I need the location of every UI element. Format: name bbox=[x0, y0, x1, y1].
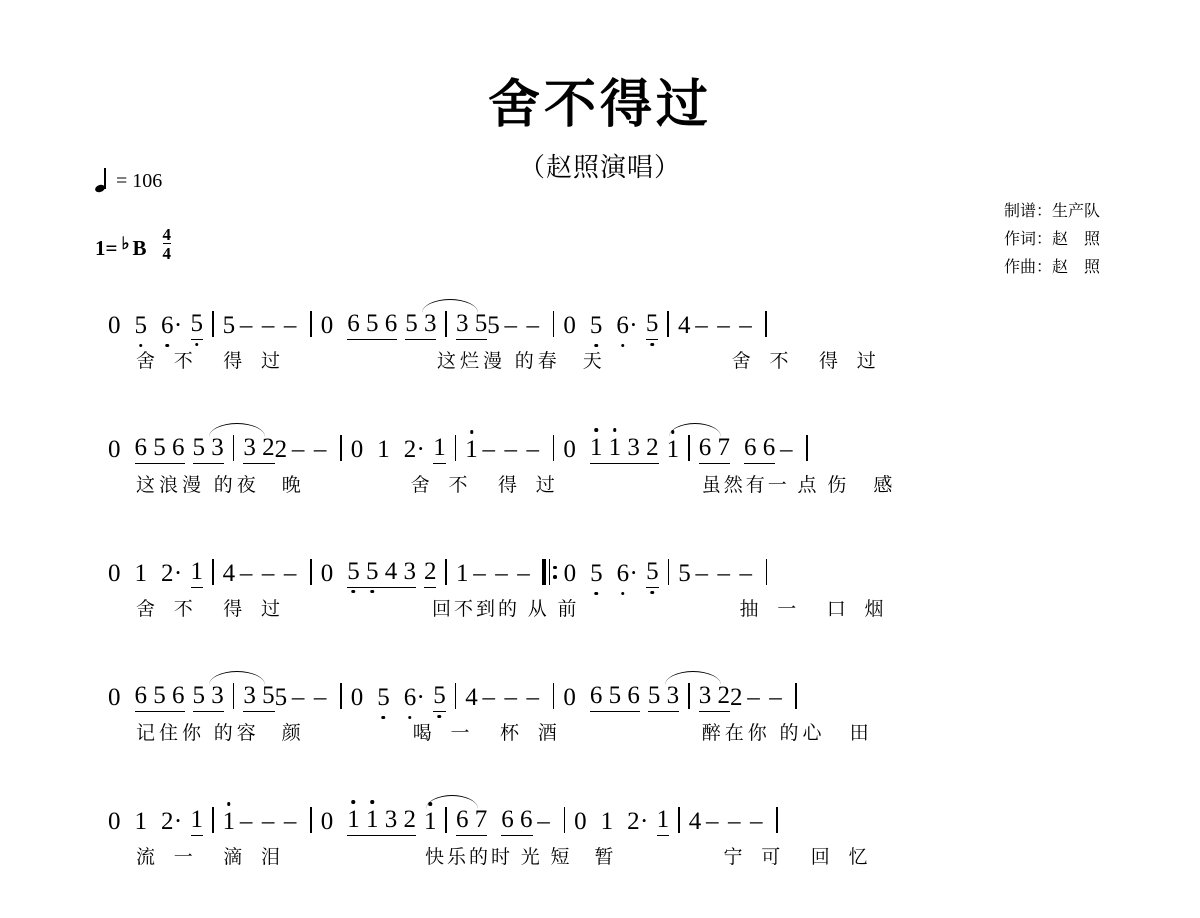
note-group: 6 6 bbox=[501, 806, 532, 836]
note: 0 bbox=[563, 560, 577, 587]
lyric: 天 bbox=[582, 351, 602, 372]
note: 6 bbox=[403, 684, 417, 711]
note: 2 bbox=[729, 684, 743, 711]
note-group: 6 5 6 bbox=[135, 682, 185, 712]
note: 5 bbox=[646, 310, 659, 340]
barline bbox=[678, 807, 680, 833]
lyric: 宁 可 回 忆 bbox=[723, 847, 875, 868]
barline bbox=[445, 559, 447, 585]
lyric: 流 一 滴 泪 bbox=[136, 847, 288, 868]
note-row-5: 0 1 2 · 1 1 – – – 0 1 1 3 2 1 6 7 6 6 – 0 1 2 · 1 4 – – – bbox=[108, 794, 1092, 836]
note-group: 5 3 bbox=[405, 310, 436, 340]
note: 4 bbox=[222, 560, 236, 587]
note: 1 bbox=[456, 560, 469, 587]
note: 6 bbox=[616, 312, 629, 339]
system-3 bbox=[0, 546, 1200, 670]
note: 1 bbox=[377, 436, 390, 463]
note: 5 bbox=[589, 312, 603, 339]
measure: 3 5 5 – – bbox=[243, 682, 331, 712]
barline bbox=[806, 435, 808, 461]
barline bbox=[688, 435, 690, 461]
barline bbox=[688, 683, 690, 709]
lyric: 回不到的 从 前 bbox=[432, 599, 580, 620]
repeat-start-barline bbox=[542, 559, 557, 585]
barline bbox=[795, 683, 797, 709]
note: 5 bbox=[134, 312, 147, 339]
time-signature-numerator: 4 bbox=[162, 225, 172, 244]
note: 5 bbox=[678, 560, 691, 587]
note: 5 bbox=[222, 312, 236, 339]
note-group: 6 5 6 bbox=[135, 434, 185, 464]
note: 0 bbox=[350, 684, 364, 711]
measure: 6 7 6 6 – bbox=[456, 806, 555, 836]
note: 5 bbox=[274, 684, 288, 711]
note: 6 bbox=[616, 560, 630, 587]
lyric: 舍 不 得 过 bbox=[410, 475, 562, 496]
barline bbox=[310, 311, 312, 337]
note: 0 bbox=[574, 808, 587, 835]
note: 0 bbox=[350, 436, 364, 463]
lyric: 抽 一 口 烟 bbox=[739, 599, 891, 620]
note-group: 6 6 bbox=[744, 434, 775, 464]
key-and-time-signature bbox=[95, 224, 172, 264]
lyric: 感 bbox=[873, 475, 893, 496]
barline bbox=[564, 807, 566, 833]
lyric-row-2 bbox=[108, 470, 1092, 502]
lyric: 这浪漫 的夜 bbox=[136, 475, 260, 496]
note: 0 bbox=[320, 808, 334, 835]
barline bbox=[553, 311, 555, 337]
credit-arranger: 制谱：生产队 bbox=[1003, 203, 1100, 220]
note: 1 bbox=[465, 436, 478, 463]
system-5 bbox=[0, 794, 1200, 918]
note: 0 bbox=[563, 436, 576, 463]
measure: 3 5 5 – – bbox=[456, 310, 544, 340]
note: 1 bbox=[191, 806, 204, 836]
note: 1 bbox=[134, 560, 147, 587]
note-group: 3 5 bbox=[243, 682, 274, 712]
note-group: 5 5 4 3 bbox=[347, 558, 416, 588]
note-group: 3 2 bbox=[699, 682, 730, 712]
key-label: 1= bbox=[95, 235, 118, 260]
note: 2 bbox=[424, 558, 437, 588]
lyric: 舍 不 得 过 bbox=[136, 599, 288, 620]
note: 5 bbox=[191, 310, 204, 340]
note: 5 bbox=[377, 684, 390, 711]
lyric-row-3 bbox=[108, 594, 1092, 626]
note: 0 bbox=[108, 684, 121, 711]
note-group: 3 2 bbox=[243, 434, 274, 464]
lyric: 醉在你 的心 bbox=[701, 723, 826, 744]
lyric: 舍 不 得 过 bbox=[136, 351, 288, 372]
note: 1 bbox=[433, 434, 446, 464]
note-group: 1 1 3 2 bbox=[590, 434, 659, 464]
lyric: 晚 bbox=[281, 475, 301, 496]
barline bbox=[445, 807, 447, 833]
score-systems bbox=[0, 298, 1200, 918]
note-group: 5 3 bbox=[193, 434, 224, 464]
barline bbox=[553, 683, 555, 709]
note: 2 bbox=[161, 808, 174, 835]
note-group: 1 1 3 2 bbox=[347, 806, 416, 836]
barline bbox=[212, 311, 214, 337]
note: 1 bbox=[657, 806, 670, 836]
note: 5 bbox=[646, 558, 659, 588]
barline bbox=[310, 559, 312, 585]
note-group: 6 7 bbox=[456, 806, 487, 836]
note: 0 bbox=[108, 312, 121, 339]
score-meta-left bbox=[95, 168, 172, 264]
lyric: 这烂漫 的春 bbox=[437, 351, 561, 372]
note-row-1: 0 5 6 · 5 5 – – – 0 6 5 6 5 3 3 5 5 – – 0 5 6 · 5 4 – – – bbox=[108, 298, 1092, 340]
note: 4 bbox=[688, 808, 702, 835]
note-group: 5 3 bbox=[648, 682, 679, 712]
system-2 bbox=[0, 422, 1200, 546]
note-group: 6 7 bbox=[699, 434, 730, 464]
note: 0 bbox=[563, 684, 576, 711]
note-row-2: 0 6 5 6 5 3 3 2 2 – – 0 1 2 · 1 1 – – – 0 1 1 3 2 1 6 7 6 6 – bbox=[108, 422, 1092, 464]
note-row-4: 0 6 5 6 5 3 3 5 5 – – 0 5 6 · 5 4 – – – 0 6 5 6 5 3 3 2 2 – – bbox=[108, 670, 1092, 712]
measure: 3 2 2 – – bbox=[699, 682, 787, 712]
page-subtitle: （赵照演唱） bbox=[518, 153, 681, 182]
note-row-3: 0 1 2 · 1 4 – – – 0 5 5 4 3 2 1 – – – 0 5 6 · 5 5 – – – bbox=[108, 546, 1092, 588]
note: 0 bbox=[108, 808, 121, 835]
note-group: 5 3 bbox=[193, 682, 224, 712]
system-1 bbox=[0, 298, 1200, 422]
lyric-row-1 bbox=[108, 346, 1092, 378]
barline bbox=[766, 559, 768, 585]
barline bbox=[233, 435, 235, 461]
note: 1 bbox=[134, 808, 147, 835]
credit-composer: 作曲：赵 照 bbox=[1003, 259, 1100, 276]
barline bbox=[776, 807, 778, 833]
note-group: 6 5 6 bbox=[590, 682, 640, 712]
note: 1 bbox=[600, 808, 614, 835]
note: 0 bbox=[320, 312, 334, 339]
barline bbox=[668, 559, 670, 585]
note: 5 bbox=[590, 560, 603, 587]
barline bbox=[310, 807, 312, 833]
lyric-row-4 bbox=[108, 718, 1092, 750]
credit-lyricist: 作词：赵 照 bbox=[1003, 231, 1100, 248]
page-title: 舍不得过 bbox=[487, 77, 712, 134]
barline bbox=[445, 311, 447, 337]
barline bbox=[212, 559, 214, 585]
barline bbox=[765, 311, 767, 337]
tempo-value: = 106 bbox=[116, 169, 163, 192]
note: 2 bbox=[403, 436, 417, 463]
note: 5 bbox=[487, 312, 500, 339]
barline bbox=[455, 435, 457, 461]
lyric: 舍 不 得 过 bbox=[731, 351, 883, 372]
lyric: 田 bbox=[849, 723, 869, 744]
barline bbox=[455, 683, 457, 709]
barline bbox=[553, 435, 555, 461]
note-group: 3 5 bbox=[456, 310, 487, 340]
barline bbox=[340, 683, 342, 709]
lyric: 喝 一 杯 酒 bbox=[412, 723, 564, 744]
note: 4 bbox=[465, 684, 478, 711]
key-letter: B bbox=[132, 235, 147, 260]
time-signature bbox=[163, 226, 172, 263]
lyric: 记住你 的容 bbox=[136, 723, 260, 744]
barline bbox=[212, 807, 214, 833]
lyric-row-5 bbox=[108, 842, 1092, 874]
lyric: 暂 bbox=[594, 847, 614, 868]
note: 0 bbox=[108, 560, 121, 587]
tempo-marking bbox=[95, 168, 171, 194]
note: 2 bbox=[627, 808, 640, 835]
barline bbox=[340, 435, 342, 461]
note: 0 bbox=[563, 312, 576, 339]
note: 1 bbox=[191, 558, 204, 588]
system-4 bbox=[0, 670, 1200, 794]
note: 0 bbox=[320, 560, 334, 587]
note: 1 bbox=[222, 808, 236, 835]
note: 4 bbox=[677, 312, 691, 339]
note: 5 bbox=[433, 682, 446, 712]
note: 2 bbox=[161, 560, 174, 587]
note: 2 bbox=[274, 436, 288, 463]
lyric: 虽然有一 点 伤 bbox=[701, 475, 850, 496]
measure: 3 2 2 – – bbox=[243, 434, 331, 464]
measure: 6 7 6 6 – bbox=[699, 434, 798, 464]
barline bbox=[233, 683, 235, 709]
note-group: 6 5 6 bbox=[347, 310, 397, 340]
time-signature-denominator: 4 bbox=[162, 244, 172, 264]
lyric: 快乐的时 光 短 bbox=[425, 847, 573, 868]
note: 6 bbox=[161, 312, 174, 339]
barline bbox=[667, 311, 669, 337]
score-credits bbox=[1004, 198, 1100, 282]
note: 1 bbox=[666, 436, 680, 463]
lyric: 颜 bbox=[281, 723, 301, 744]
note: 0 bbox=[108, 436, 121, 463]
note: 1 bbox=[423, 808, 437, 835]
flat-icon: ♭ bbox=[121, 233, 130, 253]
quarter-note-icon bbox=[95, 168, 109, 194]
